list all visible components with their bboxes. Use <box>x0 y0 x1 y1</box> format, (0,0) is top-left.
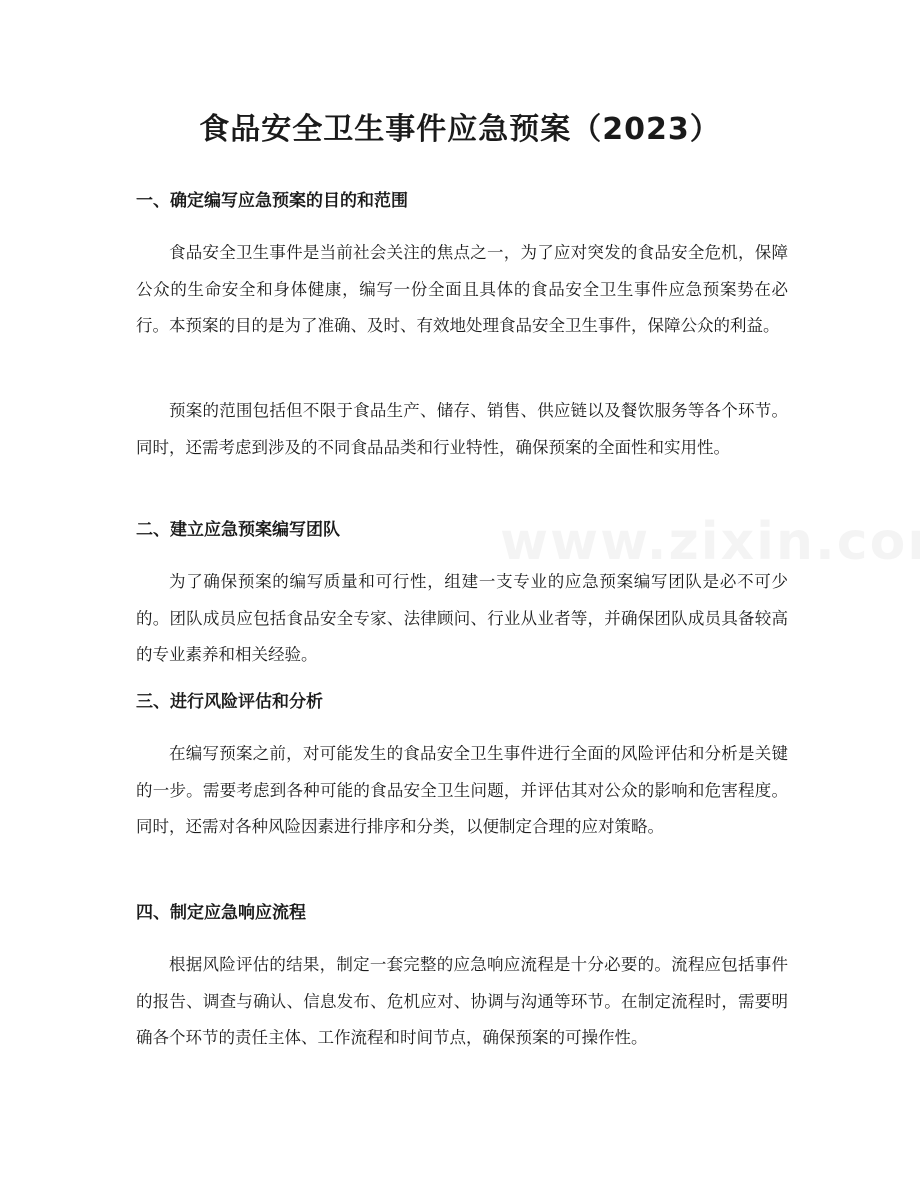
section-2-paragraph-1: 为了确保预案的编写质量和可行性，组建一支专业的应急预案编写团队是必不可少的。团队成员应包括食品安全专家、法律顾问、行业从业者等，并确保团队成员具备较高的专业素养和相关经验。 <box>136 572 788 664</box>
section-heading-4: 四、制定应急响应流程 <box>136 903 306 923</box>
section-heading-2: 二、建立应急预案编写团队 <box>136 520 340 540</box>
section-4-paragraph-1: 根据风险评估的结果，制定一套完整的应急响应流程是十分必要的。流程应包括事件的报告、调查与确认、信息发布、危机应对、协调与沟通等环节。在制定流程时，需要明确各个环节的责任主体、工作流程和时间节点，确保预案的可操作性。 <box>136 955 788 1047</box>
section-3-paragraph-1: 在编写预案之前，对可能发生的食品安全卫生事件进行全面的风险评估和分析是关键的一步。需要考虑到各种可能的食品安全卫生问题，并评估其对公众的影响和危害程度。同时，还需对各种风险因素进行排序和分类，以便制定合理的应对策略。 <box>136 744 788 836</box>
section-heading-3: 三、进行风险评估和分析 <box>136 692 323 712</box>
section-1-paragraph-2: 预案的范围包括但不限于食品生产、储存、销售、供应链以及餐饮服务等各个环节。同时，还需考虑到涉及的不同食品品类和行业特性，确保预案的全面性和实用性。 <box>136 401 788 457</box>
section-heading-1: 一、确定编写应急预案的目的和范围 <box>136 191 408 211</box>
section-1-paragraph-1: 食品安全卫生事件是当前社会关注的焦点之一，为了应对突发的食品安全危机，保障公众的生命安全和身体健康，编写一份全面且具体的食品安全卫生事件应急预案势在必行。本预案的目的是为了准确、及时、有效地处理食品安全卫生事件，保障公众的利益。 <box>136 243 788 335</box>
page-title: 食品安全卫生事件应急预案（2023） <box>199 112 721 147</box>
